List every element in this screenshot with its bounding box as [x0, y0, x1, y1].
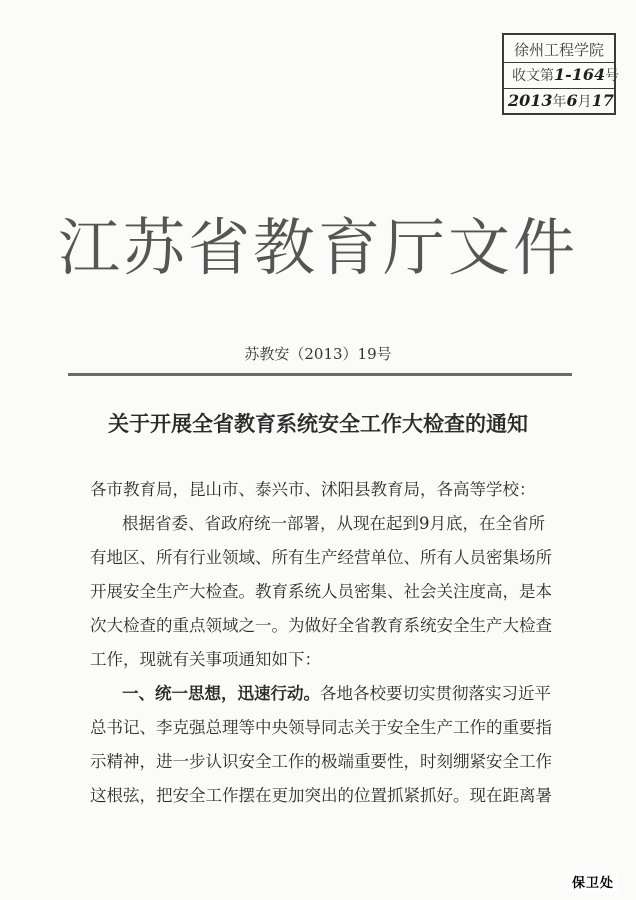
stamp-divider [504, 88, 614, 89]
stamp-date-line [508, 91, 618, 111]
section-1-first-line-text: 各地各校要切实贯彻落实习近平 [320, 684, 551, 703]
paragraph-line: 有地区、所有行业领域、所有生产经营单位、所有人员密集场所 [90, 548, 552, 567]
paragraph-line: 示精神，进一步认识安全工作的极端重要性，时刻绷紧安全工作 [90, 752, 552, 771]
paragraph-line: 开展安全生产大检查。教育系统人员密集、社会关注度高，是本 [90, 582, 552, 601]
stamp-org: 徐州工程学院 [513, 41, 604, 59]
section-1 [90, 677, 576, 813]
section-1-heading: 一、统一思想，迅速行动。 [122, 684, 320, 703]
paragraph-line: 根据省委、省政府统一部署，从现在起到9月底，在全省所 [122, 514, 545, 533]
paragraph-line: 次大检查的重点领域之一。为做好全省教育系统安全生产大检查 [90, 616, 552, 635]
document-number: 苏教安（2013）19号 [244, 345, 392, 363]
stamp-day: 17 [591, 91, 614, 110]
stamp-month: 6 [566, 91, 578, 110]
corner-department-mark: 保卫处 [568, 871, 618, 892]
addressee-line: 各市教育局，昆山市、泰兴市、沭阳县教育局，各高等学校： [90, 480, 536, 499]
document-header-title: 江苏省教育厅文件 [57, 211, 578, 284]
paragraph-line: 总书记、李克强总理等中央领导同志关于安全生产工作的重要指 [90, 718, 552, 737]
notice-title: 关于开展全省教育系统安全工作大检查的通知 [108, 411, 528, 436]
addressee [90, 473, 576, 507]
stamp-receipt-suffix: 号 [605, 68, 620, 84]
header-divider [68, 373, 572, 376]
stamp-divider [504, 62, 614, 63]
receipt-stamp [502, 33, 620, 115]
stamp-year: 2013 [508, 91, 553, 110]
paragraph-line: 工作，现就有关事项通知如下： [90, 650, 321, 669]
stamp-receipt-line [512, 65, 622, 85]
stamp-year-char: 年 [552, 94, 567, 110]
stamp-receipt-prefix: 收文第 [512, 68, 554, 84]
paragraph-1 [90, 507, 576, 677]
paragraph-line: 这根弦，把安全工作摆在更加突出的位置抓紧抓好。现在距离暑 [90, 786, 552, 805]
stamp-month-char: 月 [577, 94, 592, 110]
section-1-first-line [90, 677, 576, 711]
stamp-receipt-number: 1-164 [554, 65, 606, 84]
